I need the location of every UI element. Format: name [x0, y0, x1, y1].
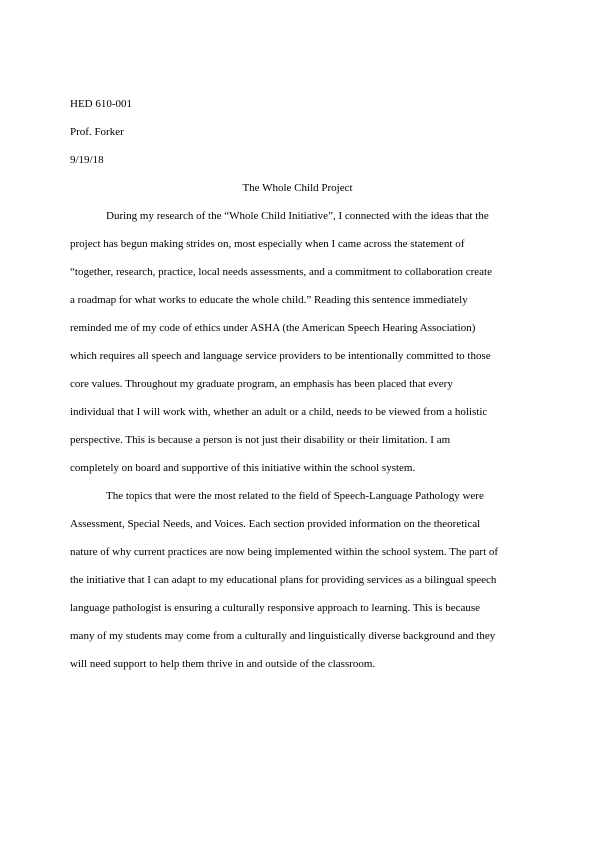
paragraph-line: which requires all speech and language service providers to be intentionally committed to those	[70, 350, 491, 362]
paragraph-line: The topics that were the most related to the field of Speech-Language Pathology were	[106, 490, 484, 502]
document-title: The Whole Child Project	[242, 182, 353, 194]
paragraph-line: language pathologist is ensuring a culturally responsive approach to learning. This is because	[70, 602, 481, 614]
paragraph-line: the initiative that I can adapt to my educational plans for providing services as a bilingual speech	[70, 574, 497, 586]
paragraph-line: a roadmap for what works to educate the whole child.” Reading this sentence immediately	[70, 294, 468, 306]
paragraph-line: will need support to help them thrive in and outside of the classroom.	[70, 658, 376, 670]
document-date: 9/19/18	[70, 154, 104, 166]
professor-name: Prof. Forker	[70, 126, 124, 138]
paragraph-line: project has begun making strides on, most especially when I came across the statement of	[70, 238, 465, 250]
paragraph-line: Assessment, Special Needs, and Voices. Each section provided information on the theoretical	[70, 518, 481, 530]
paragraph-line: “together, research, practice, local needs assessments, and a commitment to collaboration create	[70, 266, 492, 278]
paragraph-line: During my research of the “Whole Child Initiative”, I connected with the ideas that the	[106, 210, 489, 222]
paragraph-line: individual that I will work with, whether an adult or a child, needs to be viewed from a holistic	[70, 406, 488, 418]
paragraph-line: completely on board and supportive of this initiative within the school system.	[70, 462, 416, 474]
paragraph-line: nature of why current practices are now being implemented within the school system. The part of	[70, 546, 499, 558]
course-code: HED 610-001	[70, 98, 133, 110]
paragraph-line: reminded me of my code of ethics under ASHA (the American Speech Hearing Association)	[70, 322, 476, 334]
paragraph-line: core values. Throughout my graduate program, an emphasis has been placed that every	[70, 378, 453, 390]
paragraph-line: many of my students may come from a culturally and linguistically diverse background and they	[70, 630, 496, 642]
paragraph-line: perspective. This is because a person is not just their disability or their limitation. I am	[70, 434, 451, 446]
